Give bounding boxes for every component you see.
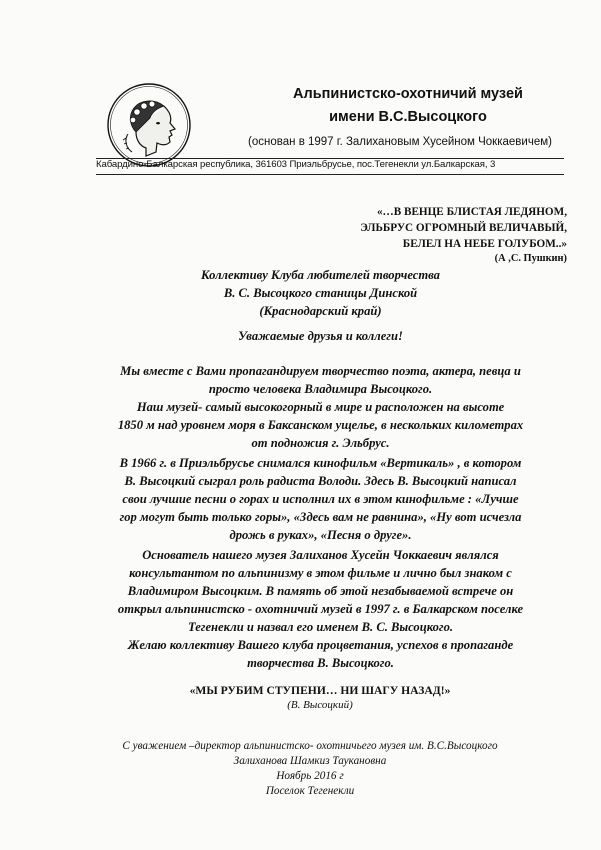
signature-line: Поселок Тегенекли bbox=[265, 785, 355, 797]
body-line: свои лучшие песни о горах и исполнил их в этом кинофильме : «Лучше bbox=[122, 492, 519, 506]
body-line: Наш музей- самый высокогорный в мире и расположен на высоте bbox=[136, 400, 505, 414]
body-line: В. Высоцкий сыграл роль радиста Володи. Здесь В. Высоцкий написал bbox=[124, 474, 517, 488]
body-line: гор могут быть только горы», «Здесь вам не равнина», «Ну вот исчезла bbox=[119, 510, 522, 524]
body-line: Владимиром Высоцким. В память об этой незабываемой встрече он bbox=[127, 584, 514, 598]
body-line: от подножия г. Эльбрус. bbox=[251, 436, 390, 450]
epigraph-line: «…В ВЕНЦЕ БЛИСТАЯ ЛЕДЯНОМ, bbox=[376, 206, 567, 218]
signature-line: С уважением –директор альпинистско- охотничьего музея им. В.С.Высоцкого bbox=[122, 740, 498, 752]
museum-name-line2: имени В.С.Высоцкого bbox=[329, 109, 487, 125]
motto-quote: «МЫ РУБИМ СТУПЕНИ… НИ ШАГУ НАЗАД!» bbox=[189, 684, 451, 697]
body-line: Мы вместе с Вами пропагандируем творчество поэта, актера, певца и bbox=[120, 364, 521, 378]
body-line: Желаю коллективу Вашего клуба процветания, успехов в пропаганде bbox=[127, 638, 514, 652]
address-line: Кабардино-Балкарская республика, 361603 Приэльбрусье, пос.Тегенекли ул.Балкарская, 3 bbox=[96, 159, 496, 170]
addressee-line: Коллективу Клуба любителей творчества bbox=[201, 268, 440, 282]
motto-author: (В. Высоцкий) bbox=[287, 699, 353, 711]
epigraph-line: БЕЛЕЛ НА НЕБЕ ГОЛУБОМ..» bbox=[402, 238, 567, 250]
addressee-line: (Краснодарский край) bbox=[259, 304, 382, 318]
body-line: консультантом по альпинизму в этом фильме и лично был знаком с bbox=[129, 566, 512, 580]
body-line: творчества В. Высоцкого. bbox=[247, 656, 394, 670]
signature-line: Залиханова Шамкиз Таукановна bbox=[233, 755, 387, 767]
body-line: Основатель нашего музея Залиханов Хусейн Чоккаевич являлся bbox=[142, 548, 499, 562]
epigraph-line: ЭЛЬБРУС ОГРОМНЫЙ ВЕЛИЧАВЫЙ, bbox=[360, 222, 567, 234]
museum-name-line1: Альпинистско-охотничий музей bbox=[293, 86, 523, 102]
body-line: В 1966 г. в Приэльбрусье снимался кинофильм «Вертикаль» , в котором bbox=[119, 456, 522, 470]
epigraph-author: (А ,С. Пушкин) bbox=[494, 253, 567, 264]
museum-profile-emblem-icon bbox=[106, 82, 192, 168]
body-line: дрожь в руках», «Песня о друге». bbox=[229, 528, 412, 542]
body-line: Тегенекли и назвал его именем В. С. Высоцкого. bbox=[187, 620, 454, 634]
founded-line: (основан в 1997 г. Залихановым Хусейном Чоккаевичем) bbox=[248, 136, 552, 148]
salutation: Уважаемые друзья и коллеги! bbox=[238, 329, 403, 343]
signature-line: Ноябрь 2016 г bbox=[276, 770, 344, 782]
header-rule-bottom bbox=[96, 174, 564, 175]
body-line: просто человека Владимира Высоцкого. bbox=[208, 382, 433, 396]
addressee-line: В. С. Высоцкого станицы Динской bbox=[223, 286, 418, 300]
body-line: открыл альпинистско - охотничий музей в 1997 г. в Балкарском поселке bbox=[117, 602, 524, 616]
body-line: 1850 м над уровнем моря в Баксанском ущелье, в нескольких километрах bbox=[117, 418, 524, 432]
